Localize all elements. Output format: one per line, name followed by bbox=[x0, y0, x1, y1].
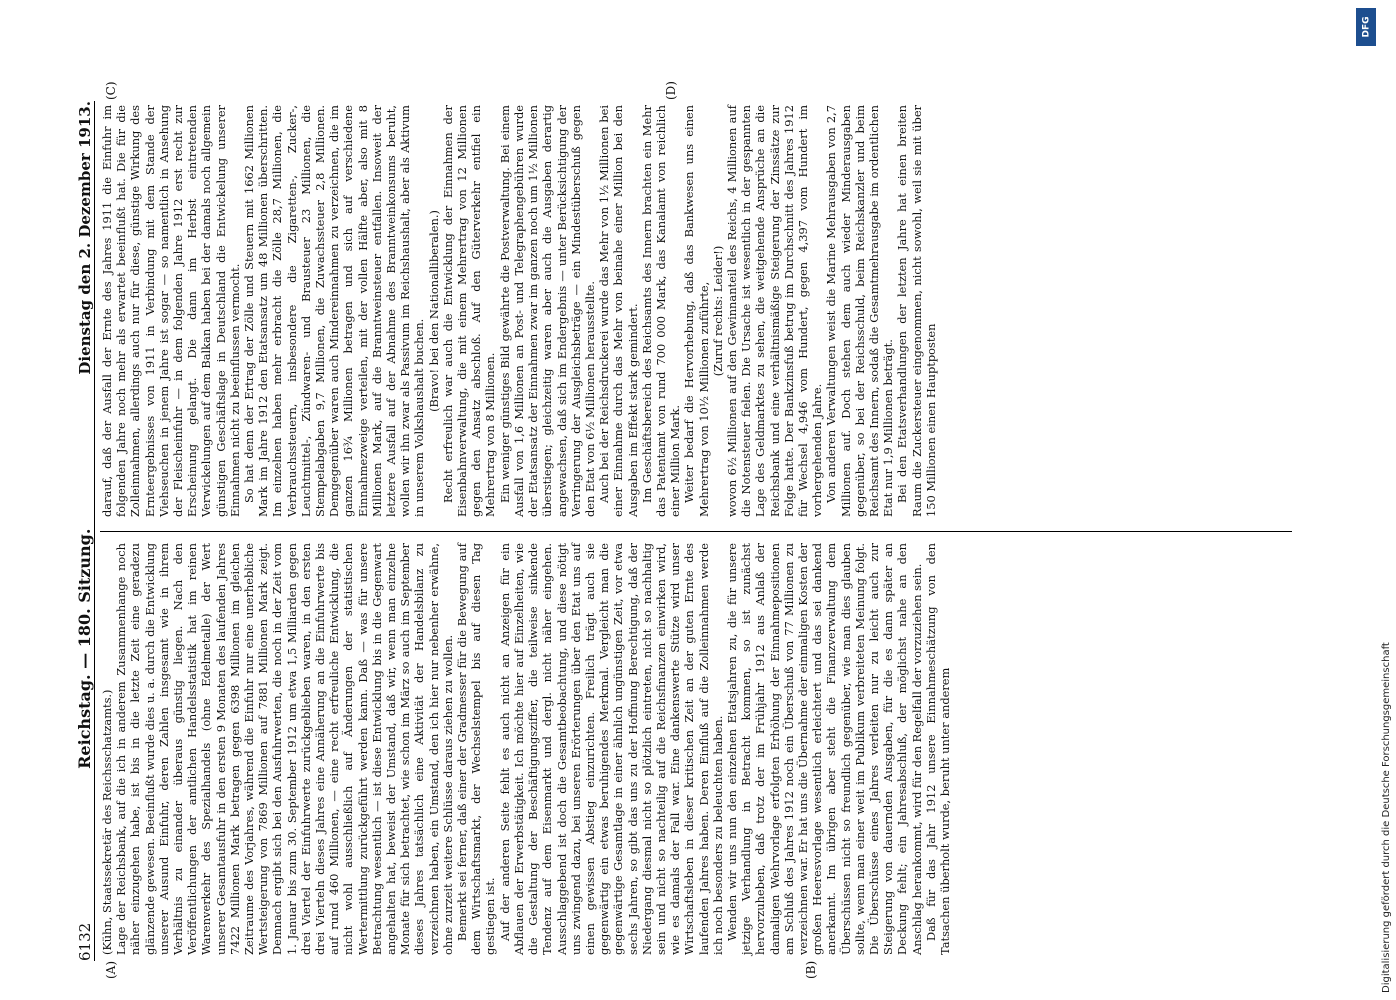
margin-letter-a: (A) bbox=[104, 960, 118, 979]
page-title: Reichstag. — 180. Sitzung. bbox=[74, 528, 94, 769]
dfg-logo-icon bbox=[1356, 8, 1376, 46]
digitization-sidebar bbox=[1352, 8, 1392, 998]
paragraph: So hat denn der Ertrag der Zölle und Steuern mit 1662 Millionen Mark im Jahre 1912 den Etatsansatz um 48 Millionen überschritten. Im einzelnen haben mehr erbracht die Zölle 28,7 Millionen, die Verbrauchssteuern, insbesondere die Zigaretten-, Zucker-, Leuchtmittel-, Zündwaren- und Brausteuer 23 Millionen, die Stempelabgaben 9,7 Millionen, die Zuwachssteuer 2,8 Millionen. Demgegenüber waren auch Mindereinnahmen zu verzeichnen, die im ganzen 16¾ Millionen betragen und sich auf verschiedene Einnahmezweige verteilen, mit der vollen Hälfte aber, also mit 8 Millionen Mark, auf die Branntweinsteuer entfallen. Insoweit der letztere Ausfall auf der Abnahme des Branntweinkonsums beruht, wollen wir ihn zwar als Passivum im Reichshaushalt, aber als Aktivum in unserem Volkshaushalt buchen. bbox=[242, 105, 427, 517]
margin-letter-c: (C) bbox=[104, 81, 118, 100]
paragraph: Im Geschäftsbereich des Reichsamts des Innern brachten ein Mehr das Patentamt von rund 700 000 Mark, das Kanalamt von reichlich einer Million Mark. bbox=[639, 105, 683, 517]
page-number: 6132 bbox=[75, 922, 94, 961]
paragraph: Lage der Reichsbank, auf die ich in anderem Zusammenhange noch näher einzugehen habe, ist bis in die letzte Zeit eine geradezu glänzende gewesen. Beeinflußt wurde dies u. a. durch die Entwicklung unserer Ausund Einfuhr, deren Zahlen insgesamt wie in ihrem Verhältnis zu einander überaus günstig liegen. Nach den Veröffentlichungen der amtlichen Handelsstatistik hat im reinen Warenverkehr des Spezialhandels (ohne Edelmetalle) der Wert unserer Gesamtausfuhr in den ersten 9 Monaten des laufenden Jahres 7422 Millionen Mark betragen gegen 6398 Millionen im gleichen Zeitraume des Vorjahres, während die Einfuhr nur eine unerhebliche Wertsteigerung von 7869 Millionen auf 7881 Millionen Mark zeigt. Demnach ergibt sich bei den Ausfuhrwerten, die noch in der Zeit vom 1. Januar bis zum 30. September 1912 um etwa 1,5 Milliarden gegen drei Viertel der Einfuhrwerte zurückgeblieben waren, in den ersten drei Vierteln dieses Jahres eine Annäherung an die Einfuhrwerte bis auf rund 460 Millionen, — eine recht erfreuliche Entwicklung, die nicht wohl ausschließlich auf Änderungen der statistischen Wertermittlung zurückgeführt werden kann. Daß — was für unsere Betrachtung wesentlich — ist diese Entwicklung bis in die Gegenwart angehalten hat, beweist der Umstand, daß wir, wenn man einzelne Monate für sich betrachtet, wie schon im März so auch im September dieses Jahres tatsächlich eine Aktivität der Handelsbilanz zu verzeichnen haben, ein Umstand, den ich hier nur nebenher erwähne, ohne zurzeit weitere Schlüsse daraus ziehen zu wollen. bbox=[114, 543, 455, 955]
left-column bbox=[100, 543, 1296, 955]
session-date: Dienstag den 2. Dezember 1913. bbox=[75, 101, 94, 375]
speaker-line: (Kühn, Staatssekretär des Reichsschatzamts.) bbox=[100, 689, 114, 955]
paragraph: Recht erfreulich war auch die Entwicklung der Einnahmen der Eisenbahnverwaltung, die mit einem Mehrertrag von 12 Millionen gegen den Ansatz abschloß. Auf den Güterverkehr entfiel ein Mehrertrag von 8 Millionen. bbox=[440, 105, 498, 517]
paragraph: Bemerkt sei ferner, daß einer der Gradmesser für die Bewegung auf dem Wirtschaftsmarkt, der Wechselstempel bis auf diesen Tag gestiegen ist. bbox=[455, 543, 498, 955]
digitization-note: Digitalisierung gefördert durch die Deutsche Forschungsgemeinschaft bbox=[1380, 642, 1392, 993]
header-rule bbox=[94, 101, 95, 961]
paragraph: Daß für das Jahr 1912 unsere Einnahmeschätzung von den Tatsachen überholt wurde, beruht unter anderem bbox=[923, 543, 952, 955]
dfg-logo-text: DFG bbox=[1361, 16, 1372, 38]
rotated-page bbox=[64, 75, 1304, 985]
paragraph: Auf der anderen Seite fehlt es auch nicht an Anzeigen für ein Abflauen der Erwerbstätigkeit. Ich möchte hier auf Einzelheiten, wie die Gestaltung der Beschäftigungsziffer, die teilweise sinkende Tendenz auf dem Eisenmarkt und dergl. nicht näher eingehen. Ausschlaggebend ist doch die Gesamtbeobachtung, und diese nötigt uns zwingend dazu, bei unseren Erörterungen über den Etat uns auf einen gewissen Abstieg einzurichten. Freilich trägt auch sie gegenwärtig ein etwas beruhigendes Merkmal. Vergleicht man die gegenwärtige Gesamtlage in einer ähnlich ungünstigen Zeit, vor etwa sechs Jahren, so gibt das uns zu der Hoffnung Berechtigung, daß der Niedergang diesmal nicht so plötzlich eintreten, nicht so nachhaltig sein und nicht so nachteilig auf die Reichsfinanzen einwirken wird, wie es damals der Fall war. Eine dankenswerte Stütze wird unser Wirtschaftsleben in dieser kritischen Zeit an der guten Ernte des laufenden Jahres haben. Deren Einfluß auf die Zolleinnahmen werde ich noch besonders zu beleuchten haben. bbox=[497, 543, 725, 955]
page-header bbox=[66, 101, 92, 961]
margin-letter-d: (D) bbox=[664, 81, 678, 100]
paragraph: Wenden wir uns nun den einzelnen Etatsjahren zu, die für unsere jetzige Verhandlung in Betracht kommen, so ist zunächst hervorzuheben, daß trotz der im Frühjahr 1912 aus Anlaß der damaligen Wehrvorlage erfolgten Erhöhung der Einnahmepositionen am Schluß des Jahres 1912 noch ein Überschuß von 77 Millionen zu verzeichnen war. Er hat uns die Übernahme der einmaligen Kosten der großen Heeresvorlage wesentlich erleichtert und das sei dankend anerkannt. Im übrigen aber steht die Finanzverwaltung dem Überschüssen nicht so freundlich gegenüber, wie man dies glauben sollte, wenn man einer weit im Publikum verbreiteten Meinung folgt. Die Überschüsse eines Jahres verleiten nur zu leicht auch zur Steigerung von dauernden Ausgaben, für die es dann später an Deckung fehlt; ein Jahresabschluß, der möglichst nahe an den Anschlag herankommt, wird für den Regelfall der vorzuziehen sein. bbox=[724, 543, 924, 955]
paragraph: Weiter bedarf die Hervorhebung, daß das Bankwesen uns einen Mehrertrag von 10½ Millionen zuführte, bbox=[682, 105, 711, 517]
paragraph: wovon 6½ Millionen auf den Gewinnanteil des Reichs, 4 Millionen auf die Notensteuer fielen. Die Ursache ist wesentlich in der gespannten Lage des Geldmarktes zu sehen, die weitgehende Ansprüche an die Reichsbank und eine verhältnismäßige Steigerung der Zinssätze zur Folge hatte. Der Bankzinsfuß betrug im Durchschnitt des Jahres 1912 für Wechsel 4,946 vom Hundert, gegen 4,397 vom Hundert im vorhergehenden Jahre. bbox=[724, 105, 825, 517]
interjection: (Bravo! bei den Nationalliberalen.) bbox=[426, 210, 441, 412]
paragraph: Ein weniger günstiges Bild gewährte die Postverwaltung. Bei einem Ausfall von 1,6 Millionen an Post- und Telegraphengebühren wurde der Etatsansatz der Einnahmen zwar im ganzen noch um 1½ Millionen überstiegen; gleichzeitig waren aber auch die Ausgaben derartig angewachsen, daß sich im Endergebnis — unter Berücksichtigung der Verringerung der Ausgleichsbeträge — ein Mindestüberschuß gegen den Etat von 6½ Millionen herausstellte. bbox=[497, 105, 597, 517]
paragraph: Bei den Etatsverhandlungen der letzten Jahre hat einen breiten Raum die Zuckersteuer eingenommen, nicht sowohl, weil sie mit über 150 Millionen einen Hauptposten bbox=[895, 105, 938, 517]
paragraph: darauf, daß der Ausfall der Ernte des Jahres 1911 die Einfuhr im folgenden Jahre noch mehr als erwartet beeinflußt hat. Die für die Zolleinnahmen, allerdings auch nur für diese, günstige Wirkung des Ernteergebnisses von 1911 in Verbindung mit dem Stande der Viehseuchen in jenem Jahre ist sogar — so namentlich in Ansehung der Fleischeinfuhr — in dem folgenden Jahre 1912 erst recht zur Erscheinung gelangt. Die dann im Herbst eintretenden Verwickelungen auf dem Balkan haben bei der damals noch allgemein günstigen Geschäftslage in Deutschland die Entwickelung unserer Einnahmen nicht zu beeinflussen vermocht. bbox=[100, 105, 242, 517]
margin-letter-b: (B) bbox=[804, 960, 818, 979]
interjection: (Zuruf rechts: Leider!) bbox=[710, 245, 725, 377]
right-column bbox=[100, 105, 1296, 517]
paragraph: Von anderen Verwaltungen weist die Marine Mehrausgaben von 2,7 Millionen auf. Doch stehen dem auch wieder Minderausgaben gegenüber, so bei der Reichsschuld, beim Reichskanzler und beim Reichsamt des Innern, sodaß die Gesamtmehrausgabe im ordentlichen Etat nur 1,9 Millionen beträgt. bbox=[824, 105, 896, 517]
column-divider bbox=[100, 531, 1292, 532]
paragraph: Auch bei der Reichsdruckerei wurde das Mehr von 1½ Millionen bei einer Einnahme durch das Mehr von beinahe einer Million bei den Ausgaben im Effekt stark gemindert. bbox=[597, 105, 640, 517]
